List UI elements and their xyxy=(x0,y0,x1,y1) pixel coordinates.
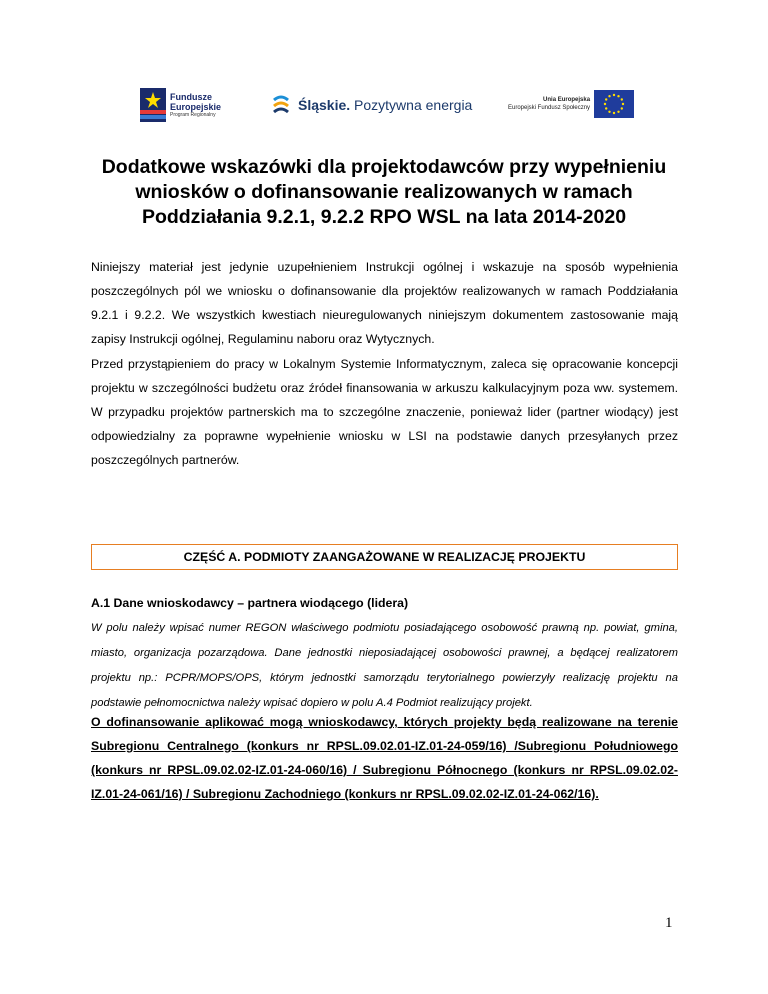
ue-line2: Europejski Fundusz Społeczny xyxy=(508,105,591,111)
part-a-heading: CZĘŚĆ A. PODMIOTY ZAANGAŻOWANE W REALIZACJĘ PROJEKTU xyxy=(183,550,586,564)
slaskie-icon xyxy=(270,94,292,116)
lsi-paragraph: Przed przystąpieniem do pracy w Lokalnym Systemie Informatycznym, zaleca się opracowanie koncepcji projektu w szczególności budżetu oraz źródeł finansowania w arkuszu kalkulacyjnym poza ww. systemem. W przypadku projektów partnerskich ma to szczególne znaczenie, ponieważ lider (partner wiodący) jest odpowiedzialny za poprawne wypełnienie wniosku w LSI na podstawie danych przesyłanych przez poszczególnych partnerów. xyxy=(91,357,678,467)
section-a1-instructions: W polu należy wpisać numer REGON właściwego podmiotu posiadającego osobowość prawną np. powiat, gmina, miasto, organizacja pozarządowa. Dane jednostki nieposiadającej osobowości prawnej, a będącej realizatorem projektu np.: PCPR/MOPS/OPS, którym jednostki samorządu terytorialnego powierzyły realizację projektu na podstawie pełnomocnictwa należy wpisać dopiero w polu A.4 Podmiot realizujący projekt. xyxy=(91,622,678,709)
ue-line1: Unia Europejska xyxy=(543,97,591,103)
section-a1-eligibility-notice: O dofinansowanie aplikować mogą wnioskodawcy, których projekty będą realizowane na terenie Subregionu Centralnego (konkurs nr RPSL.09.02.01-IZ.01-24-059/16) /Subregionu Południowego (konkurs nr RPSL.09.02.02-IZ.01-24-060/16) / Subregionu Północnego (konkurs nr RPSL.09.02.02-IZ.01-24-061/16) / Subregionu Zachodniego (konkurs nr RPSL.09.02.02-IZ.01-24-062/16). xyxy=(91,715,678,801)
fundusze-europejskie-text xyxy=(170,92,221,119)
page-number: 1 xyxy=(665,915,673,931)
intro-paragraph: Niniejszy materiał jest jedynie uzupełnieniem Instrukcji ogólnej i wskazuje na sposób wypełnienia poszczególnych pól we wniosku o dofinansowanie dla projektów realizowanych w ramach Poddziałania 9.2.1 i 9.2.2. We wszystkich kwestiach nieuregulowanych niniejszym dokumentem zastosowanie mają zapisy Instrukcji ogólnej, Regulaminu naboru oraz Wytycznych. xyxy=(91,260,678,346)
eu-flag-icon xyxy=(594,90,634,118)
fundusze-europejskie-icon xyxy=(140,88,166,122)
slaskie-text-rest: Pozytywna energia xyxy=(350,97,473,113)
part-a-heading-box xyxy=(91,544,678,570)
section-a1-heading: A.1 Dane wnioskodawcy – partnera wiodącego (lidera) xyxy=(91,596,409,610)
unia-europejska-text xyxy=(508,96,590,112)
document-title: Dodatkowe wskazówki dla projektodawców przy wypełnieniu wniosków o dofinansowanie realizowanych w ramach Poddziałania 9.2.1, 9.2.2 RPO WSL na lata 2014-2020 xyxy=(101,156,667,228)
fe-line2: Europejskie xyxy=(170,101,222,112)
logo-row xyxy=(140,86,640,126)
fe-line3: Program Regionalny xyxy=(170,111,216,118)
slaskie-text-bold: Śląskie. xyxy=(298,97,351,113)
fundusze-europejskie-logo xyxy=(140,86,221,124)
slaskie-logo xyxy=(270,94,472,116)
unia-europejska-logo xyxy=(508,90,634,118)
fe-line1: Fundusze xyxy=(170,91,212,102)
